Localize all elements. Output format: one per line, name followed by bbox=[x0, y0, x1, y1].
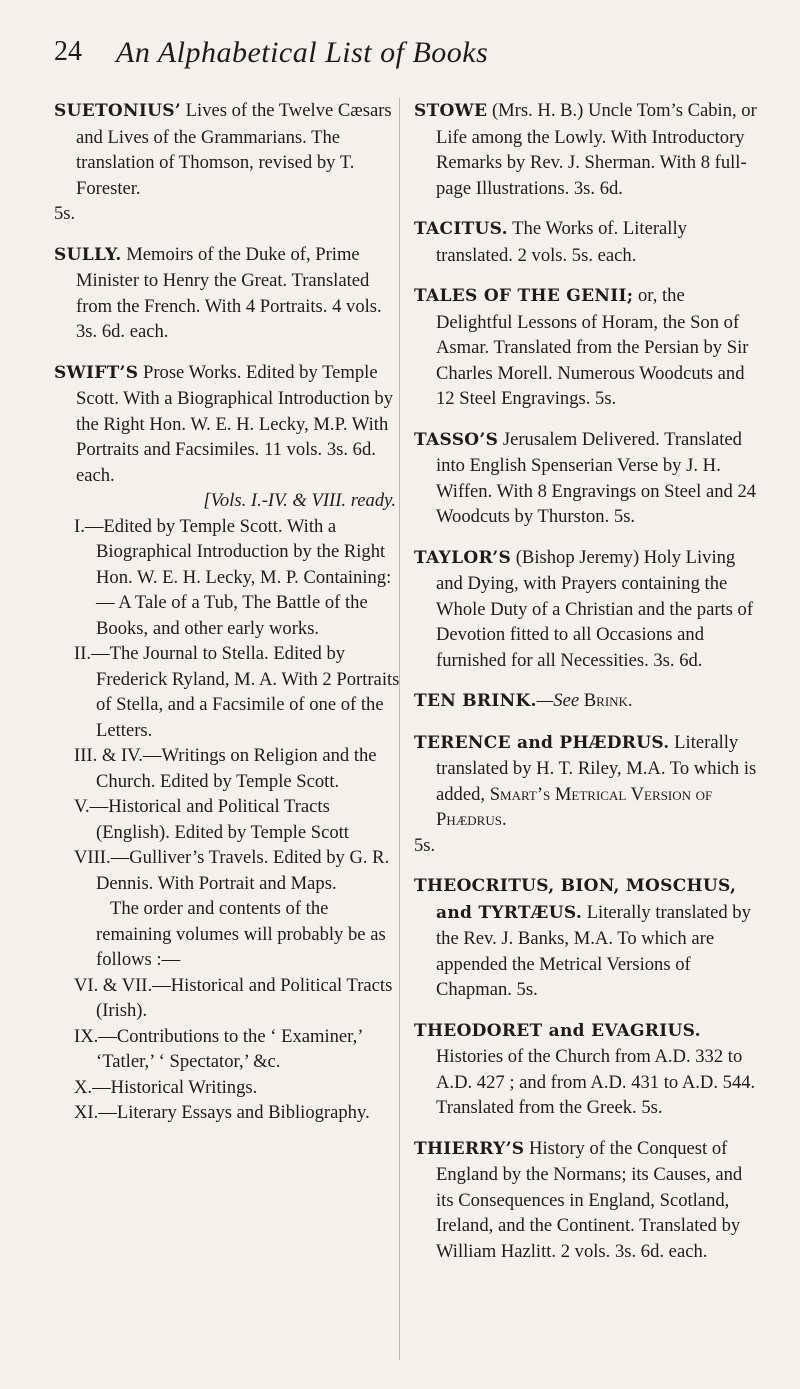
entry-text: Literally translated by H. T. Riley, M.A. To which is added, bbox=[436, 731, 757, 805]
volume-item: XI.—Literary Essays and Bibliography. bbox=[74, 1102, 370, 1123]
entry-tasso bbox=[414, 427, 762, 530]
entry-heading: SWIFT’S bbox=[54, 362, 139, 383]
entry-text: Memoirs of the Duke of, Prime Minister to Henry the Great. Translated from the French. With 4 Portraits. 4 vols. 3s. 6d. each. bbox=[76, 243, 382, 342]
entry-heading: SUETONIUS’ bbox=[54, 101, 182, 121]
ready-note: [Vols. I.-IV. & VIII. ready. bbox=[203, 490, 396, 511]
entry-text: Lives of the Twelve Cæsars and Lives of the Grammarians. The translation of Thomson, revised by T. Forester. bbox=[76, 100, 392, 199]
cross-reference: Brink. bbox=[579, 690, 633, 711]
entry-suetonius bbox=[54, 98, 406, 227]
volume-item: V.—Historical and Political Tracts (English). Edited by Temple Scott bbox=[74, 796, 349, 843]
entry-terence bbox=[414, 730, 762, 859]
entry-tacitus bbox=[414, 216, 762, 268]
entry-text: Jerusalem Delivered. Translated into English Spenserian Verse by J. H. Wiffen. With 8 Engravings on Steel and 24 Woodcuts by Thurston. 5s. bbox=[436, 428, 757, 527]
entry-text: (Mrs. H. B.) Uncle Tom’s Cabin, or Life among the Lowly. With Introductory Remarks by Rev. J. Sherman. With 8 full-page Illustrations. 3s. 6d. bbox=[436, 100, 757, 199]
entry-supplement: Smart’s Metrical Version of Phædrus. bbox=[436, 783, 713, 830]
entry-text: History of the Conquest of England by the Normans; its Causes, and its Consequences in England, Scotland, Ireland, and the Continent. Translated by William Hazlitt. 2 vols. 3s. 6d. each. bbox=[436, 1137, 743, 1262]
entry-heading: THEODORET and EVAGRIUS. bbox=[414, 1020, 701, 1041]
entry-heading: TEN BRINK. bbox=[414, 691, 537, 711]
volume-item: IX.—Contributions to the ‘ Examiner,’ ‘Tatler,’ ‘ Spectator,’ &c. bbox=[74, 1025, 363, 1072]
entry-heading: TALES OF THE GENII; bbox=[414, 286, 634, 306]
volume-item: I.—Edited by Temple Scott. With a Biographical Introduction by the Right Hon. W. E. H. Lecky, M. P. Containing: — A Tale of a Tub, The Battle of the Books, and other early works. bbox=[74, 515, 392, 639]
entry-ten-brink bbox=[414, 688, 762, 715]
entry-text: Prose Works. Edited by Temple Scott. With a Biographical Introduction by the Right Hon. W. E. H. Lecky, M.P. With Portraits and Facsimiles. 11 vols. 3s. 6d. each. bbox=[76, 361, 394, 486]
remaining-note: The order and contents of the remaining volumes will probably be as follows :— bbox=[96, 898, 386, 970]
entry-price: 5s. bbox=[54, 203, 76, 224]
page-header bbox=[54, 36, 754, 76]
entry-sully bbox=[54, 242, 406, 345]
page-number: 24 bbox=[54, 36, 82, 67]
entry-text: The Works of. Literally translated. 2 vols. 5s. each. bbox=[436, 218, 687, 266]
running-title: An Alphabetical List of Books bbox=[116, 36, 489, 69]
entry-heading: THEOCRITUS, BION, MOSCHUS, and TYRTÆUS. bbox=[414, 876, 737, 923]
entry-text: Histories of the Church from A.D. 332 to A.D. 427 ; and from A.D. 431 to A.D. 544. Translated from the Greek. 5s. bbox=[436, 1046, 756, 1118]
see-label: —See bbox=[536, 690, 580, 711]
entry-heading: SULLY. bbox=[54, 244, 122, 265]
entry-tales bbox=[414, 283, 762, 412]
entry-heading: THIERRY’S bbox=[414, 1138, 525, 1159]
entry-text: (Bishop Jeremy) Holy Living and Dying, with Prayers containing the Whole Duty of a Christian and the parts of Devotion fitted to all Occasions and furnished for all Necessities. 3s. 6d. bbox=[436, 546, 754, 671]
volume-item: III. & IV.—Writings on Religion and the Church. Edited by Temple Scott. bbox=[74, 745, 377, 792]
entry-theocritus bbox=[414, 873, 762, 1003]
right-column bbox=[414, 98, 762, 1279]
entry-swift bbox=[54, 360, 406, 489]
entry-price: 5s. bbox=[414, 834, 436, 856]
entry-heading: TACITUS. bbox=[414, 219, 508, 239]
volume-item: II.—The Journal to Stella. Edited by Frederick Ryland, M. A. With 2 Portraits of Stella, and a Facsimile of one of the Letters. bbox=[74, 643, 400, 741]
volume-item: VIII.—Gulliver’s Travels. Edited by G. R. Dennis. With Portrait and Maps. bbox=[74, 847, 390, 894]
entry-thierry bbox=[414, 1136, 762, 1265]
entry-heading: TAYLOR’S bbox=[414, 547, 512, 568]
entry-theodoret bbox=[414, 1018, 762, 1121]
left-column bbox=[54, 98, 406, 1126]
volume-item: VI. & VII.—Historical and Political Tracts (Irish). bbox=[74, 974, 393, 1021]
entry-taylor bbox=[414, 545, 762, 674]
entry-stowe bbox=[414, 98, 762, 201]
volume-item: X.—Historical Writings. bbox=[74, 1076, 258, 1098]
entry-heading: STOWE bbox=[414, 101, 488, 121]
entry-heading: TASSO’S bbox=[414, 429, 499, 450]
entry-heading: TERENCE and PHÆDRUS. bbox=[414, 732, 670, 753]
entry-text: Literally translated by the Rev. J. Banks, M.A. To which are appended the Metrical Versions of Chapman. 5s. bbox=[436, 901, 751, 1000]
entry-text: or, the Delightful Lessons of Horam, the Son of Asmar. Translated from the Persian by Sir Charles Morell. Numerous Woodcuts and 12 Steel Engravings. 5s. bbox=[436, 285, 749, 409]
